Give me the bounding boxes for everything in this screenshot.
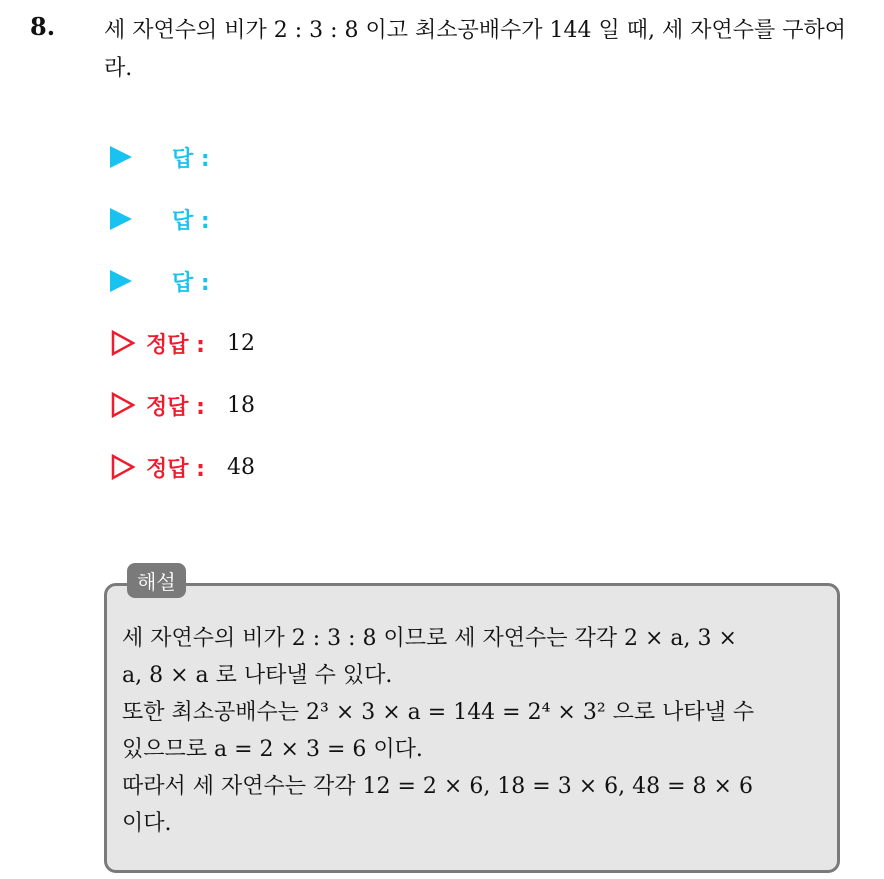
- explanation-line: 따라서 세 자연수는 각각 12 = 2 × 6, 18 = 3 × 6, 48 = 8 × 6: [122, 774, 753, 799]
- answer-blank-row: [110, 188, 255, 250]
- explanation-tag: 해설: [127, 563, 186, 598]
- correct-answer-row: [110, 436, 255, 498]
- explanation-text: [122, 620, 832, 842]
- correct-answer-value: 48: [226, 454, 255, 480]
- outline-triangle-icon: [110, 454, 136, 480]
- answer-blank-row: [110, 250, 255, 312]
- correct-answer-row: [110, 312, 255, 374]
- correct-answer-row: [110, 374, 255, 436]
- answer-list: [110, 126, 255, 498]
- correct-answer-label: 정답 :: [146, 456, 205, 482]
- correct-answer-label: 정답 :: [146, 332, 205, 358]
- answer-label: 답 :: [172, 270, 210, 296]
- answer-label: 답 :: [172, 208, 210, 234]
- outline-triangle-icon: [110, 392, 136, 418]
- answer-blank-row: [110, 126, 255, 188]
- play-triangle-icon: [110, 270, 132, 292]
- correct-answer-value: 18: [226, 392, 255, 418]
- answer-label: 답 :: [172, 146, 210, 172]
- explanation-line: 이다.: [122, 811, 172, 836]
- explanation-line: a, 8 × a 로 나타낼 수 있다.: [122, 663, 393, 688]
- correct-answer-value: 12: [226, 330, 255, 356]
- question-text: 세 자연수의 비가 2 : 3 : 8 이고 최소공배수가 144 일 때, 세 자연수를 구하여라.: [104, 18, 846, 81]
- explanation-line: 또한 최소공배수는 2³ × 3 × a = 144 = 2⁴ × 3² 으로 나타낼 수: [122, 700, 755, 725]
- play-triangle-icon: [110, 208, 132, 230]
- explanation-line: 세 자연수의 비가 2 : 3 : 8 이므로 세 자연수는 각각 2 × a, 3 ×: [122, 626, 737, 651]
- explanation-line: 있으므로 a = 2 × 3 = 6 이다.: [122, 737, 423, 762]
- correct-answer-label: 정답 :: [146, 394, 205, 420]
- play-triangle-icon: [110, 146, 132, 168]
- outline-triangle-icon: [110, 330, 136, 356]
- question-number: 8.: [30, 12, 56, 41]
